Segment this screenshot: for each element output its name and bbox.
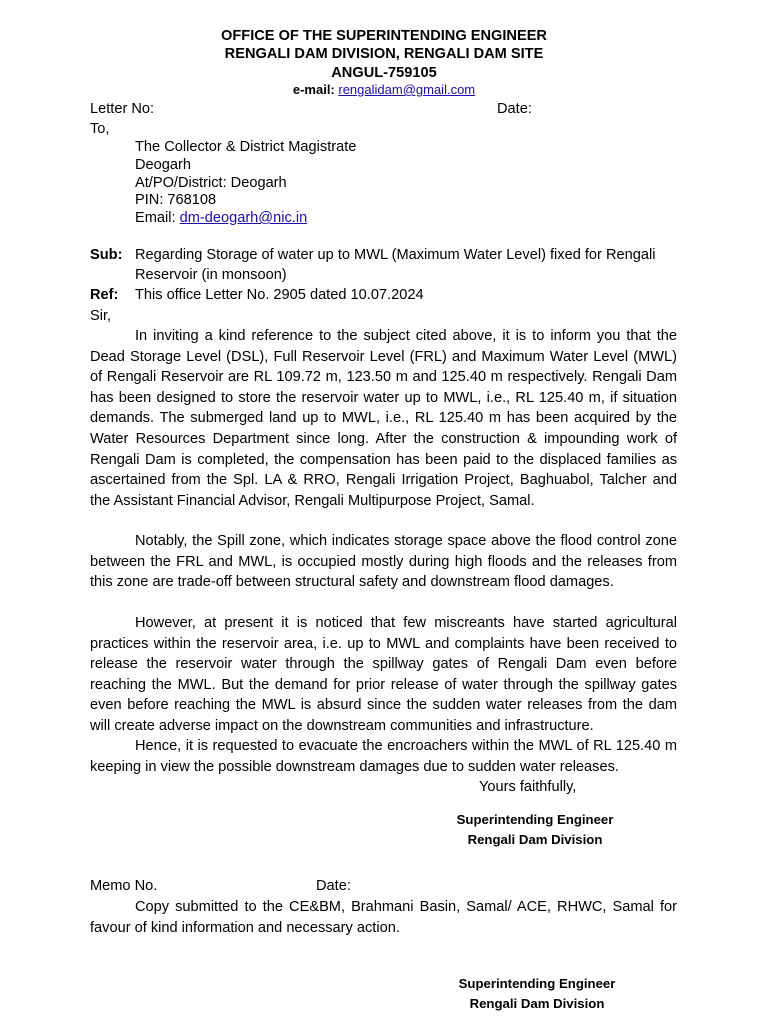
subject-line-2: Reservoir (in monsoon): [135, 267, 287, 283]
closing: Yours faithfully,: [479, 779, 577, 795]
letter-signature-title: Superintending Engineer: [456, 812, 614, 827]
addressee-email-line: [135, 208, 307, 229]
salutation: Sir,: [90, 308, 112, 324]
office-email-link[interactable]: rengalidam@gmail.com: [338, 82, 476, 97]
office-title: OFFICE OF THE SUPERINTENDING ENGINEER: [221, 28, 547, 44]
subject-line-1: Regarding Storage of water up to MWL (Maximum Water Level) fixed for Rengali: [135, 247, 656, 263]
office-address: ANGUL-759105: [331, 65, 437, 81]
letter-date-label: Date:: [497, 101, 532, 117]
reference-text: This office Letter No. 2905 dated 10.07.2024: [135, 287, 424, 303]
memo-signature-division: Rengali Dam Division: [469, 996, 605, 1011]
office-email-label: e-mail:: [292, 82, 339, 97]
reference-label: Ref:: [90, 287, 119, 303]
letter-signature-block: [452, 810, 618, 850]
addressee-line-4: PIN: 768108: [135, 192, 217, 208]
letter-no-label: Letter No:: [90, 101, 155, 117]
memo-no-label: Memo No.: [90, 878, 158, 894]
memo-signature-title: Superintending Engineer: [458, 976, 616, 991]
division-title: RENGALI DAM DIVISION, RENGALI DAM SITE: [224, 46, 544, 62]
body-paragraph-3: However, at present it is noticed that few miscreants have started agricultural practices within the reservoir area, i.e. up to MWL and complaints have been received to release the reservoir water through the spillway gates of Rengali Dam even before reaching the MWL. But the demand for prior release of water through the spillway gates even before reaching the MWL is absurd since the sudden water releases from the dam will create adverse impact on the downstream communities and infrastructure.: [90, 615, 677, 734]
addressee-email-label: Email:: [135, 210, 180, 226]
memo-signature-block: [454, 974, 620, 1014]
office-email-line: [0, 81, 768, 99]
body-paragraph-1: In inviting a kind reference to the subject cited above, it is to inform you that the Dead Storage Level (DSL), Full Reservoir Level (FRL) and Maximum Water Level (MWL) of Rengali Reservoir are RL 109.72 m, 123.50 m and 125.40 m respectively. Rengali Dam has been designed to store the reservoir water up to MWL, i.e., RL 125.40 m, if situation demands. The submerged land up to MWL, i.e., RL 125.40 m has been acquired by the Water Resources Department since long. After the construction & impounding work of Rengali Dam is completed, the compensation has been paid to the displaced families as ascertained from the Spl. LA & RRO, Rengali Irrigation Project, Baghuabol, Talcher and the Assistant Financial Advisor, Rengali Multipurpose Project, Samal.: [90, 328, 677, 509]
memo-date-label: Date:: [316, 878, 351, 894]
to-label: To,: [90, 121, 110, 137]
subject-label: Sub:: [90, 247, 123, 263]
addressee-email-link[interactable]: dm-deogarh@nic.in: [179, 210, 308, 226]
addressee-line-3: At/PO/District: Deogarh: [135, 175, 287, 191]
memo-text: Copy submitted to the CE&BM, Brahmani Basin, Samal/ ACE, RHWC, Samal for favour of kind information and necessary action.: [90, 899, 677, 936]
addressee-line-1: The Collector & District Magistrate: [135, 139, 357, 155]
body-paragraph-2: Notably, the Spill zone, which indicates storage space above the flood control zone between the FRL and MWL, is occupied mostly during high floods and the releases from this zone are trade-off between structural safety and downstream flood damages.: [90, 533, 677, 591]
addressee-line-2: Deogarh: [135, 157, 191, 173]
body-paragraph-4: Hence, it is requested to evacuate the encroachers within the MWL of RL 125.40 m keeping in view the possible downstream damages due to sudden water releases.: [90, 738, 677, 775]
letter-signature-division: Rengali Dam Division: [467, 832, 603, 847]
